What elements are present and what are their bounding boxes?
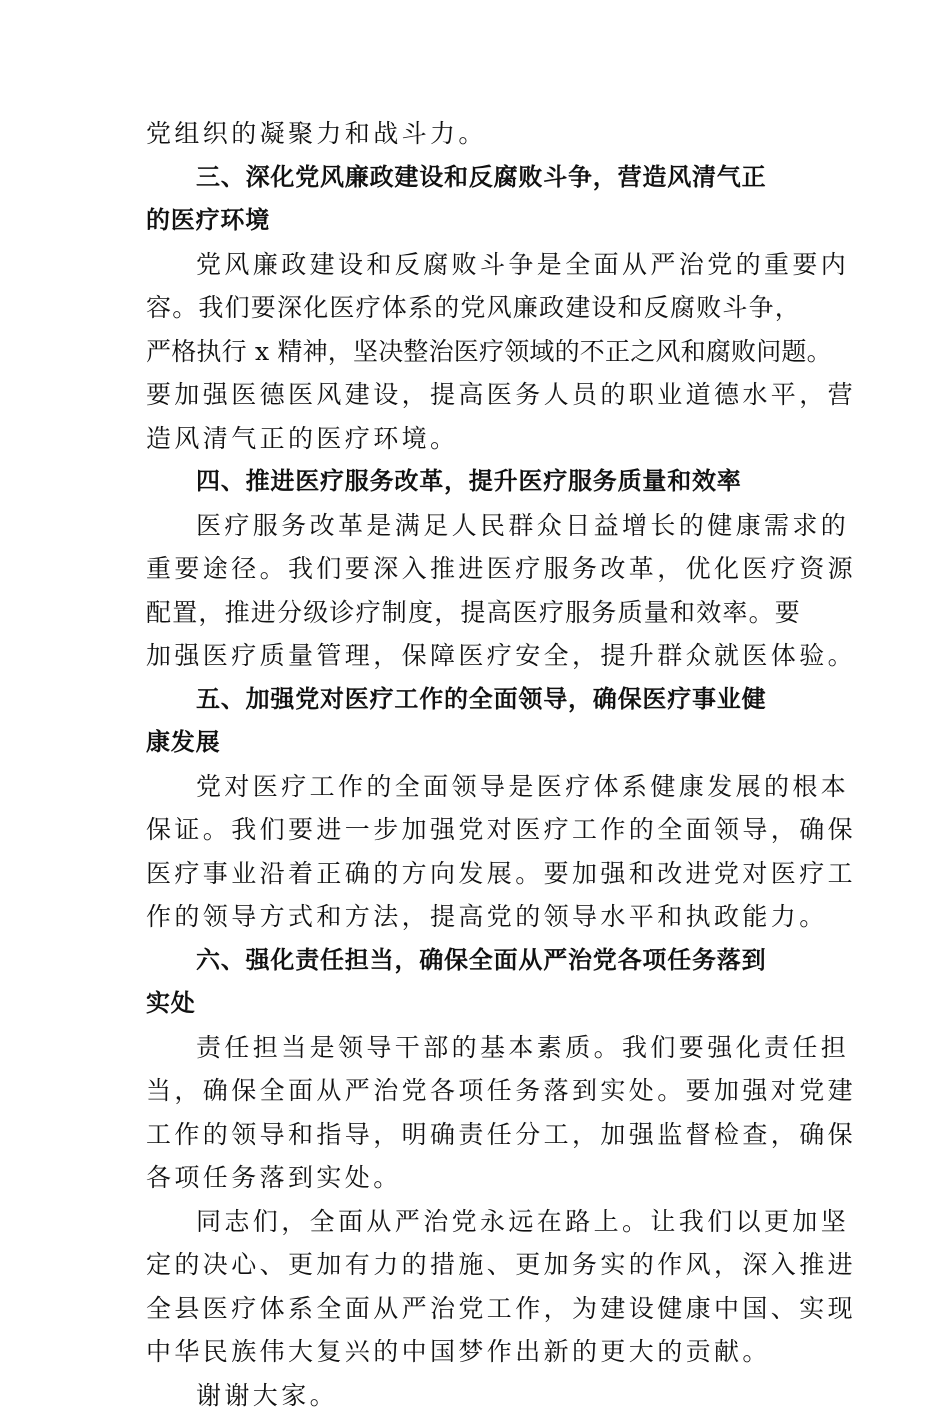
paragraph-line: 党风廉政建设和反腐败斗争是全面从严治党的重要内 bbox=[146, 243, 808, 287]
paragraph-line: 造风清气正的医疗环境。 bbox=[146, 417, 808, 461]
paragraph-line: 定的决心、更加有力的措施、更加务实的作风，深入推进 bbox=[146, 1243, 808, 1287]
paragraph-line: 加强医疗质量管理，保障医疗安全，提升群众就医体验。 bbox=[146, 634, 808, 678]
paragraph-line: 当，确保全面从严治党各项任务落到实处。要加强对党建 bbox=[146, 1069, 808, 1113]
paragraph-line: 同志们，全面从严治党永远在路上。让我们以更加坚 bbox=[146, 1200, 808, 1244]
paragraph-line: 各项任务落到实处。 bbox=[146, 1156, 808, 1200]
paragraph-line: 严格执行 x 精神，坚决整治医疗领域的不正之风和腐败问题。 bbox=[146, 330, 808, 374]
paragraph-line: 党对医疗工作的全面领导是医疗体系健康发展的根本 bbox=[146, 765, 808, 809]
paragraph-line: 作的领导方式和方法，提高党的领导水平和执政能力。 bbox=[146, 895, 808, 939]
section-heading-6-cont: 实处 bbox=[146, 982, 808, 1026]
paragraph-line: 保证。我们要进一步加强党对医疗工作的全面领导，确保 bbox=[146, 808, 808, 852]
paragraph-line: 重要途径。我们要深入推进医疗服务改革，优化医疗资源 bbox=[146, 547, 808, 591]
section-heading-3: 三、深化党风廉政建设和反腐败斗争，营造风清气正 bbox=[146, 156, 808, 200]
document-body bbox=[146, 112, 808, 1417]
paragraph-line: 容。我们要深化医疗体系的党风廉政建设和反腐败斗争， bbox=[146, 286, 808, 330]
section-heading-5-cont: 康发展 bbox=[146, 721, 808, 765]
section-heading-5: 五、加强党对医疗工作的全面领导，确保医疗事业健 bbox=[146, 678, 808, 722]
paragraph-line: 工作的领导和指导，明确责任分工，加强监督检查，确保 bbox=[146, 1113, 808, 1157]
section-heading-3-cont: 的医疗环境 bbox=[146, 199, 808, 243]
paragraph-line: 党组织的凝聚力和战斗力。 bbox=[146, 112, 808, 156]
closing-line: 谢谢大家。 bbox=[146, 1374, 808, 1417]
paragraph-line: 配置，推进分级诊疗制度，提高医疗服务质量和效率。要 bbox=[146, 591, 808, 635]
paragraph-line: 全县医疗体系全面从严治党工作，为建设健康中国、实现 bbox=[146, 1287, 808, 1331]
section-heading-4: 四、推进医疗服务改革，提升医疗服务质量和效率 bbox=[146, 460, 808, 504]
paragraph-line: 中华民族伟大复兴的中国梦作出新的更大的贡献。 bbox=[146, 1330, 808, 1374]
paragraph-line: 医疗服务改革是满足人民群众日益增长的健康需求的 bbox=[146, 504, 808, 548]
paragraph-line: 要加强医德医风建设，提高医务人员的职业道德水平，营 bbox=[146, 373, 808, 417]
paragraph-line: 责任担当是领导干部的基本素质。我们要强化责任担 bbox=[146, 1026, 808, 1070]
section-heading-6: 六、强化责任担当，确保全面从严治党各项任务落到 bbox=[146, 939, 808, 983]
paragraph-line: 医疗事业沿着正确的方向发展。要加强和改进党对医疗工 bbox=[146, 852, 808, 896]
